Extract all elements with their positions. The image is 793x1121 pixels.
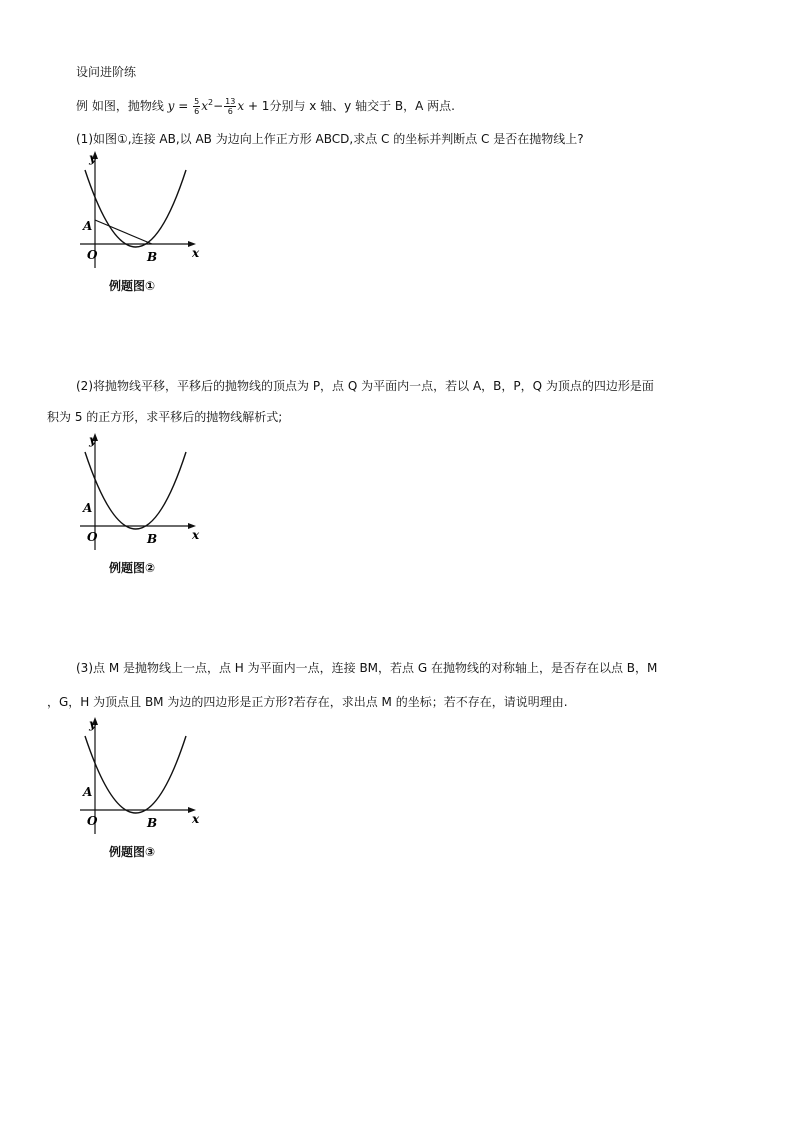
question-2-line-2: 积为 5 的正方形，求平移后的抛物线解析式;	[47, 410, 283, 424]
equation-tail: + 1	[244, 99, 270, 113]
example-trail: 分别与 x 轴、y 轴交于 B，A 两点.	[269, 99, 455, 113]
figure-3	[80, 714, 210, 839]
question-2-line-1: (2)将抛物线平移，平移后的抛物线的顶点为 P，点 Q 为平面内一点，若以 A，B，P，Q 为顶点的四边形是面	[76, 379, 654, 393]
fraction-denominator: 6	[227, 107, 233, 116]
equation-minus: −	[213, 99, 224, 113]
label-b: B	[147, 532, 158, 546]
label-a: A	[83, 219, 93, 233]
figure-1	[80, 148, 210, 273]
label-y: y	[89, 151, 96, 165]
figure-2-graph	[80, 430, 210, 555]
figure-1-graph	[80, 148, 210, 273]
parabola	[85, 170, 186, 247]
label-b: B	[147, 816, 158, 830]
fraction-denominator: 6	[194, 107, 200, 116]
question-3-line-2: ，G，H 为顶点且 BM 为边的四边形是正方形?若存在，求出点 M 的坐标；若不存在，请说明理由.	[47, 695, 568, 709]
fraction-5-6	[193, 97, 200, 116]
fraction-13-6	[224, 97, 236, 116]
figure-3-graph	[80, 714, 210, 839]
label-a: A	[83, 785, 93, 799]
label-o: O	[87, 814, 98, 828]
parabola	[85, 452, 186, 529]
fraction-numerator: 13	[225, 97, 236, 106]
label-x: x	[192, 246, 200, 260]
equation-x: x	[237, 99, 245, 113]
equation-y: y	[167, 99, 175, 113]
question-3-line-1: (3)点 M 是抛物线上一点，点 H 为平面内一点，连接 BM，若点 G 在抛物线的对称轴上，是否存在以点 B，M	[76, 661, 658, 675]
equation-equals: =	[174, 99, 193, 113]
example-statement	[76, 92, 455, 114]
example-lead: 例 如图，抛物线	[76, 99, 164, 113]
section-title: 设问进阶练	[76, 65, 137, 79]
equation-exponent: 2	[208, 98, 214, 107]
label-x: x	[192, 528, 200, 542]
label-b: B	[147, 250, 158, 264]
figure-3-caption: 例题图③	[109, 845, 156, 859]
label-x: x	[192, 812, 200, 826]
fraction-numerator: 5	[194, 97, 200, 106]
figure-2-caption: 例题图②	[109, 561, 156, 575]
label-y: y	[89, 717, 96, 731]
question-1: (1)如图①,连接 AB,以 AB 为边向上作正方形 ABCD,求点 C 的坐标并判断点 C 是否在抛物线上?	[76, 132, 584, 146]
segment-ab	[95, 220, 152, 244]
label-o: O	[87, 248, 98, 262]
parabola	[85, 736, 186, 813]
figure-2	[80, 430, 210, 555]
figure-1-caption: 例题图①	[109, 279, 156, 293]
label-a: A	[83, 501, 93, 515]
label-o: O	[87, 530, 98, 544]
label-y: y	[89, 433, 96, 447]
equation-x-squared: x	[201, 99, 208, 113]
